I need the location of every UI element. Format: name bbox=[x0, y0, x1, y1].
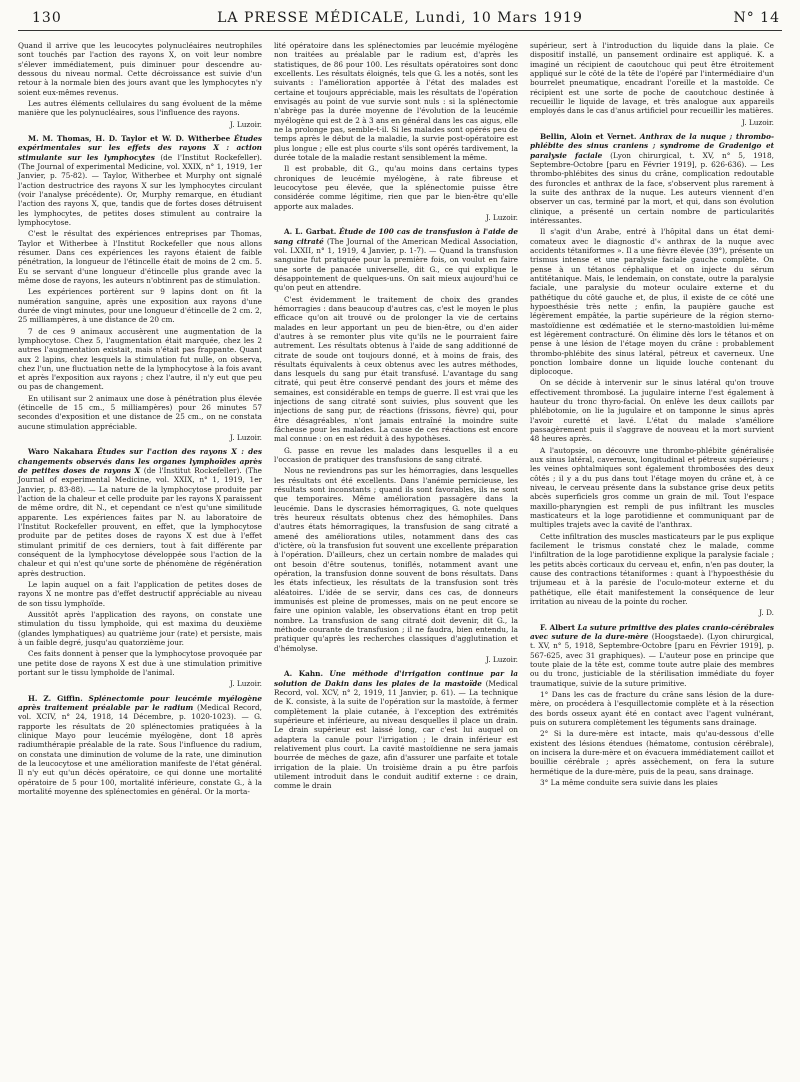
paragraph: lité opératoire dans les splénectomies par leucémie myélogène non traitées au préalable par le radium est, d'après les statistiques, de 86 pour 100. Les résultats opératoires sont donc excellents. Les résultats éloignés, tels que G. les a notés, sont les suivants : l'amélioration apportée à l'état des malades est certaine et toujours appréciable, mais les résultats de l'opération envisagés au point de vue survie sont nuls : si la splénectomie n'abrège pas la durée moyenne de l'évolution de la leucémie myélogène qui est de 2 à 3 ans en général dans les cas aigus, elle ne la prolonge pas, semble-t-il. Si les malades sont opérés peu de temps après le début de la maladie, la survie post-opératoire est plus longue ; elle est plus courte s'ils sont opérés tardivement, la durée totale de la maladie restant sensiblement la même. bbox=[274, 41, 518, 162]
paragraph: Il s'agit d'un Arabe, entré à l'hôpital dans un état demi-comateux avec le diagnostic d'« anthrax de la nuque avec accidents tétaniformes ». Il a une fièvre élevée (39°), présente un trismus intense et une paralysie faciale gauche complète. On pense à un tétanos céphalique et on injecte du sérum antitétanique. Mais, le lendemain, on constate, outre la paralysie faciale, une paralysie du moteur oculaire externe et du pathétique du côté gauche et, de plus, il existe de ce côté une hypoesthésie très nette ; enfin, la paupière gauche est légèrement empâtée, la partie supérieure de la région sterno-mastoïdienne est œdématiée et le sterno-mastoïdien lui-même est légèrement contracturé. On élimine dès lors le tétanos et on pense à une lésion de l'étage moyen du crâne : probablement thrombo-phlébite des sinus latéral, pétreux et caverneux. Une ponction lombaire donne un liquide louche contenant du diplocoque. bbox=[530, 227, 774, 377]
author-signature: J. Luzoir. bbox=[741, 117, 774, 127]
author-signature: J. Luzoir. bbox=[229, 119, 262, 129]
article-heading bbox=[18, 447, 262, 578]
article-title: Une méthode d'irrigation continue par la solution de Dakin dans les plaies de la mastoïde bbox=[274, 669, 518, 688]
article-title: Étude de 100 cas de transfusion à l'aide de sang citraté bbox=[274, 227, 518, 246]
journal-title: LA PRESSE MÉDICALE, Lundi, 10 Mars 1919 bbox=[217, 10, 583, 26]
paragraph: Aussitôt après l'application des rayons, on constate une stimulation du tissu lymphoïde, qui est maxima du deuxième (glandes lymphatiques) au quatrième jour (rate) et persiste, mais à un faible degré, jusqu'au quatorzième jour. bbox=[18, 610, 262, 648]
paragraph: C'est le résultat des expériences entreprises par Thomas, Taylor et Witherbee à l'Institut Rockefeller que nous allons résumer. Dans ces expériences les rayons étaient de faible pénétration, la longueur de l'étincelle était de moins de 2 cm. 5. Eu se servant d'une longueur d'étincelle plus grande avec la même dose de rayons, les auteurs n'obtinrent pas de stimulation. bbox=[18, 229, 262, 285]
article-authors: H. Z. Giffin. bbox=[28, 693, 83, 703]
paragraph: G. passe en revue les malades dans lesquelles il a eu l'occasion de pratiquer des transfusions de sang citraté. bbox=[274, 445, 518, 465]
article-heading bbox=[530, 132, 774, 225]
article-body: (Hoogstaede). (Lyon chirurgical, t. XV, n° 5, 1918, Septembre-Octobre [paru en Février 1919], p. 567-625, avec 31 graphiques). — L'auteur pose en principe que toute plaie de la tête est, comme toute autre plaie des membres ou du tronc, justiciable de la stérilisation immédiate du foyer traumatique, suivie de la suture primitive. bbox=[530, 632, 774, 688]
paragraph: Il est probable, dit G., qu'au moins dans certains types chroniques de leucémie myélogène, à rate fibreuse et leucocytose peu élevée, que la splénectomie puisse être considérée comme légitime, rien que par le bien-être qu'elle apporte aux malades. bbox=[274, 164, 518, 211]
columns bbox=[18, 41, 782, 798]
article-body: (Medical Record, vol. XCIV, n° 24, 1918, 14 Décembre, p. 1020-1023). — G. rapporte les résultats de 20 splénectomies pratiquées à la clinique Mayo pour leucémie myélogène, dont 18 après radiumthérapie préalable de la rate. Sous l'influence du radium, on constata une diminution de volume de la rate, une diminution de la leucocytose et une amélioration manifeste de l'état général. Il n'y eut qu'un décès opératoire, ce qui donne une mortalité opératoire de 5 pour 100, mortalité inférieure, constate G., à la mortalité moyenne des splénectomies en général. Or la morta- bbox=[18, 702, 262, 796]
article-authors: F. Albert bbox=[540, 622, 576, 632]
author-signature: J. Luzoir. bbox=[229, 433, 262, 443]
paragraph: C'est évidemment le traitement de choix des grandes hémorragies : dans beaucoup d'autres cas, c'est le moyen le plus efficace qu'on ait trouvé ou de prolonger la vie de certains malades en leur apportant un peu de bien-être, ou d'en aider d'autres à se remonter plus vite qu'ils ne le pourraient faire autrement. Les résultats obtenus à l'aide de sang additionné de citrate de soude ont toujours donné, et à moins de frais, des résultats équivalents à ceux obtenus avec les autres méthodes, dans lesquels du sang pur était transfusé. L'avantage du sang citraté, qui peut être conservé pendant des jours et même des semaines, est considérable en temps de guerre. Il est vrai que les injections de sang citraté sont suivies, plus souvent que les injections de sang pur, de réactions (frissons, fièvre) qui, pour être désagréables, n'ont jamais entraîné la moindre suite fâcheuse pour les malades. La cause de ces réactions est encore mal connue : on en est réduit à des hypothèses. bbox=[274, 294, 518, 444]
author-signature: J. Luzoir. bbox=[229, 679, 262, 689]
paragraph: On se décide à intervenir sur le sinus latéral qu'on trouve effectivement thrombosé. La jugulaire interne l'est également à hauteur du tronc thyro-facial. On enlève les deux caillots par phlébotomie, on lie la jugulaire et on tamponne le sinus après l'avoir curetté et lavé. L'état du malade s'améliore passagèrement puis il s'aggrave de nouveau et la mort survient 48 heures après. bbox=[530, 378, 774, 444]
article-heading bbox=[274, 227, 518, 292]
article-heading bbox=[274, 669, 518, 790]
paragraph: 7 de ces 9 animaux accusèrent une augmentation de la lymphocytose. Chez 5, l'augmentation était marquée, chez les 2 autres l'augmentation existait, mais n'était pas frappante. Quant aux 2 lapins, chez lesquels la stimulation fut nulle, on observa, chez l'un, une fluctuation nette de la lymphocytose à la fois avant et après l'exposition aux rayons ; chez l'autre, il n'y eut que peu ou pas de changement. bbox=[18, 326, 262, 392]
column-2 bbox=[274, 41, 518, 793]
paragraph: En utilisant sur 2 animaux une dose à pénétration plus élevée (étincelle de 15 cm., 5 milliampères) pour 26 minutes 57 secondes d'exposition et une distance de 25 cm., on ne constata aucune stimulation appréciable. bbox=[18, 393, 262, 431]
article-heading bbox=[18, 694, 262, 797]
paragraph: Les expériences portèrent sur 9 lapins dont on fit la numération sanguine, après une exposition aux rayons d'une durée de vingt minutes, pour une longueur d'étincelle de 2 cm. 2, 25 milliampères, à une distance de 20 cm. bbox=[18, 287, 262, 325]
paragraph: Ces faits donnent à penser que la lymphocytose provoquée par une petite dose de rayons X est due à une stimulation primitive portant sur le tissu lymphoïde de l'animal. bbox=[18, 649, 262, 677]
article-title: Études sur l'action des rayons X : des changements observés dans les organes lymphoïdes après de petites doses de rayons X bbox=[18, 447, 263, 476]
article-title: Anthrax de la nuque ; thrombo-phlébite des sinus craniens ; syndrome de Gradenigo et paralysie faciale bbox=[530, 131, 774, 160]
article-authors: Waro Nakahara bbox=[28, 447, 94, 457]
paragraph: supérieur, sert à l'introduction du liquide dans la plaie. Ce dispositif installé, un pansement ordinaire est appliqué. K. a imaginé un récipient de caoutchouc qui peut être étroitement appliqué sur le côté de la tête de l'opéré par l'intermédiaire d'un bourrelet pneumatique, encadrant l'oreille et la mastoïde. Ce récipient est une sorte de poche de caoutchouc destinée à recueillir le liquide de lavage, et très analogue aux appareils employés dans le cas d'anus artificiel pour recueillir les matières. bbox=[530, 41, 774, 116]
article-title: Études expérimentales sur les effets des rayons X : action stimulante sur les lymphocytes bbox=[18, 133, 262, 162]
paragraph: 1° Dans les cas de fracture du crâne sans lésion de la dure-mère, on procédera à l'esquillectomie complète et à la résection des bords osseux ayant été en contact avec l'agent vulnérant, puis on suturera complètement les téguments sans drainage. bbox=[530, 689, 774, 727]
paragraph: 2° Si la dure-mère est intacte, mais qu'au-dessous d'elle existent des lésions étendues (hématome, contusion cérébrale), on incisera la dure-mère et on évacuera immédiatement caillot et bouillie cérébrale ; après assèchement, on fera la suture hermétique de la dure-mère, puis de la peau, sans drainage. bbox=[530, 729, 774, 776]
article-heading bbox=[530, 623, 774, 688]
paragraph: Nous ne reviendrons pas sur les hémorragies, dans lesquelles les résultats ont été excellents. Dans l'anémie pernicieuse, les résultats sont inconstants ; quand ils sont favorables, ils ne sont que temporaires. Même amélioration passagère dans la leucémie. Dans le dyscrasies hémorragiques, G. note quelques très heureux résultats obtenus chez des hémophiles. Dans d'autres états hémorragiques, la transfusion de sang citraté a amené des améliorations utiles, notamment dans des cas d'ictère, où la transfusion fut souvent une excellente préparation à l'opération. D'ailleurs, chez un certain nombre de malades qui ont besoin d'être soutenus, toniflés, notamment avant une opération, la transfusion donne souvent de bons résultats. Dans les états infectieux, les résultats de la transfusion sont très aléatoires. L'idée de se servir, dans ces cas, de donneurs immunisés est pleine de promesses, mais on ne peut encore se faire une opinion valable, les observations étant en trop petit nombre. La transfusion de sang citraté doit devenir, dit G., la méthode courante de transfusion ; il ne faudra, bien entendu, la pratiquer qu'après les recherches classiques d'agglutination et d'hémolyse. bbox=[274, 466, 518, 653]
column-3 bbox=[530, 41, 774, 789]
page-number: 130 bbox=[32, 10, 62, 26]
article-body: (de l'Institut Rockefeller). (The Journal of experimental Medicine, vol. XXIX, n° 1, 1919, 1er Janvier, p. 75-82). — Taylor, Witherbee et Murphy ont signalé l'action destructrice des rayons X sur les lymphocytes circulant (voir l'analyse précédente). Or, Murphy remarque, en étudiant l'action des rayons X, que, tandis que de fortes doses détruisent les lymphocytes, de petites doses stimulent au contraire la lymphocytose. bbox=[18, 152, 262, 227]
article-authors: A. L. Garbat. bbox=[284, 227, 337, 237]
paragraph: A l'autopsie, on découvre une thrombo-phlébite généralisée aux sinus latéral, caverneux, longitudinal et pétreux supérieurs ; les veines ophtalmiques sont également thrombosées des deux côtés ; il y a du pus dans tout l'étage moyen du crâne et, à ce niveau, le cerveau présente dans la substance grise deux petits abcès superficiels gros comme un grain de mil. Tout l'espace maxillo-pharyngien est rempli de pus infiltrant les muscles masticateurs et la loge parotidienne et communiquant par de multiples trajets avec la cavité de l'anthrax. bbox=[530, 445, 774, 530]
article-authors: Bellin, Aloin et Vernet. bbox=[540, 131, 637, 141]
article-authors: A. Kahn. bbox=[284, 669, 323, 679]
issue-number: N° 14 bbox=[733, 10, 780, 26]
article-body: (de l'Institut Rockefeller). (The Journal of experimental Medicine, vol. XXIX, n° 1, 1919, 1er Janvier, p. 83-88). — La nature de la lymphocytose produite par l'action de la chaleur et celle produite par les rayons X paraissent de même ordre, dit N., et cependant ce n'est qu'une similitude apparente. Les expériences faites par N. au laboratoire de l'Institut Rockefeller prouvent, en effet, que la lymphocytose produite par de petites doses de rayons X est due à l'effet stimulant primitif de ces derniers, tout à fait différente par conséquent de la lymphocytose développée sous l'action de la chaleur et qui n'est qu'une sorte de phénomène de régénération après destruction. bbox=[18, 466, 263, 578]
author-signature: J. Luzoir. bbox=[485, 212, 518, 222]
paragraph: Les autres éléments cellulaires du sang évoluent de la même manière que les polynucléaires, sous l'influence des rayons. bbox=[18, 98, 262, 118]
article-body: (Lyon chirurgical, t. XV, n° 5, 1918, Septembre-Octobre [paru en Février 1919], p. 626-636). — Les thrombo-phlébites des sinus du crâne, complication redoutable des furoncles et anthrax de la face, s'observent plus rarement à la suite des anthrax de la nuque. Les auteurs viennent d'en observer un cas, terminé par la mort, et qui, dans son évolution clinique, a présenté un certain nombre de particularités intéressantes. bbox=[530, 150, 775, 225]
paragraph: Le lapin auquel on a fait l'application de petites doses de rayons X ne montre pas d'effet destructif appréciable au niveau de son tissu lymphoïde. bbox=[18, 580, 262, 608]
article-authors: M. M. Thomas, H. D. Taylor et W. D. Witherbee bbox=[28, 133, 231, 143]
article-title: Splénectomie pour leucémie myélogène après traitement préalable par le radium bbox=[18, 693, 262, 712]
page-header bbox=[18, 8, 782, 31]
author-signature: J. D. bbox=[759, 608, 774, 618]
article-body: (Medical Record, vol. XCV, n° 2, 1919, 11 Janvier, p. 61). — La technique de K. consiste, à la suite de l'opération sur la mastoïde, à fermer complètement la plaie cutanée, à l'exception des extrémités supérieure et inférieure, au niveau desquelles il place un drain. Le drain supérieur est laissé long, car c'est lui auquel on adaptera la canule pour l'irrigation ; le drain inférieur est relativement plus court. La cavité mastoïdienne ne sera jamais bourrée de mèches de gaze, afin d'assurer une parfaite et totale irrigation de la plaie. Un troisième drain a pu être parfois utilement introduit dans le conduit auditif externe : ce drain, comme le drain bbox=[274, 678, 518, 791]
paragraph: 3° La même conduite sera suivie dans les plaies bbox=[540, 777, 718, 787]
author-signature: J. Luzoir. bbox=[485, 655, 518, 664]
article-body: (The Journal of the American Medical Association, vol. LXXII, n° 1, 1919, 4 Janvier, p. 1-7). — Quand la transfusion sanguine fut pratiquée pour la première fois, on voulut en faire une sorte de panacée universelle, dit G., ce qui explique le désappointement de quelques-uns. On sait mieux aujourd'hui ce qu'on peut en attendre. bbox=[274, 236, 518, 293]
article-heading bbox=[18, 134, 262, 227]
paragraph: Quand il arrive que les leucocytes polynucléaires neutrophiles sont touchés par l'action des rayons X, on voit leur nombre s'élever immédiatement, puis diminuer pour descendre au-dessous du niveau normal. Cette décroissance est suivie d'un retour à la normale bien des jours avant que les lymphocytes n'y soient eux-mêmes revenus. bbox=[18, 41, 262, 97]
paragraph: Cette infiltration des muscles masticateurs par le pus explique facilement le trismus constaté chez le malade, comme l'infiltration de la loge parotidienne explique la paralysie faciale ; les petits abcès corticaux du cerveau et, enfin, n'en pas douter, la cause des contractions tétaniformes : quant à l'hypoesthésie du trijumeau et à la parésie de l'oculo-moteur externe et du pathétique, elle était manifestement la conséquence de leur irritation au niveau de la pointe du rocher. bbox=[530, 531, 774, 607]
column-1 bbox=[18, 41, 262, 798]
article-title: La suture primitive des plaies cranio-cérébrales avec suture de la dure-mère bbox=[530, 622, 775, 642]
